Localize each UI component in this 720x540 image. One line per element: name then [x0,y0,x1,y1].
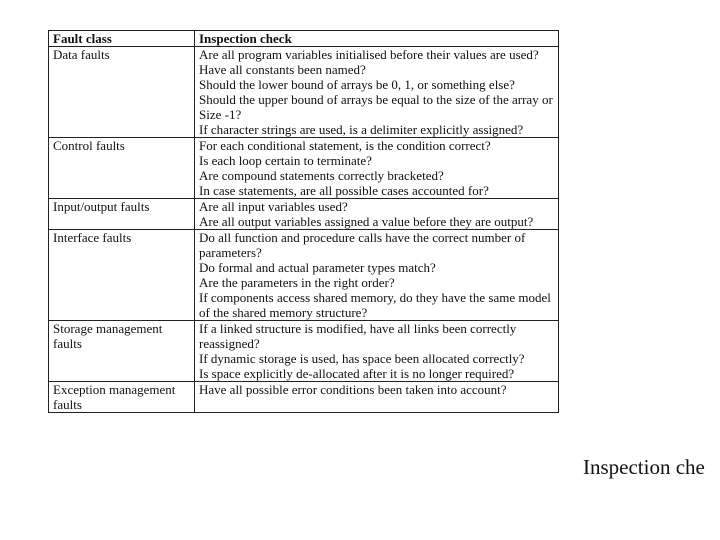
header-fault-class: Fault class [49,31,195,47]
check-item: Are all output variables assigned a value before they are output? [199,214,534,229]
check-item: Are the parameters in the right order? [199,275,395,290]
fault-class-cell: Exception management faults [49,382,195,413]
check-item: If components access shared memory, do they have the same model of the shared memory structure? [199,290,551,320]
fault-class-cell: Data faults [49,47,195,138]
table-row [49,47,559,138]
check-item: If a linked structure is modified, have all links been correctly reassigned? [199,321,517,351]
inspection-check-cell [195,138,559,199]
check-item: Do formal and actual parameter types match? [199,260,436,275]
check-item: Is each loop certain to terminate? [199,153,372,168]
table-row [49,321,559,382]
check-item: Is space explicitly de-allocated after it is no longer required? [199,366,515,381]
table-row [49,382,559,413]
check-item: Are compound statements correctly bracketed? [199,168,444,183]
fault-class-cell: Control faults [49,138,195,199]
table-row [49,138,559,199]
inspection-check-cell [195,199,559,230]
check-item: In case statements, are all possible cases accounted for? [199,183,489,198]
check-item: Should the upper bound of arrays be equal to the size of the array or Size -1? [199,92,553,122]
check-item: Are all program variables initialised before their values are used? [199,47,539,62]
inspection-checklist-table [48,30,559,413]
check-item: Do all function and procedure calls have the correct number of parameters? [199,230,526,260]
table-row [49,230,559,321]
check-item: If character strings are used, is a delimiter explicitly assigned? [199,122,524,137]
inspection-check-cell [195,382,559,413]
fault-class-cell: Storage management faults [49,321,195,382]
inspection-check-cell [195,321,559,382]
fault-class-cell: Interface faults [49,230,195,321]
check-item: Are all input variables used? [199,199,348,214]
slide-caption: Inspection che [583,455,705,479]
table-header-row [49,31,559,47]
check-item: Have all possible error conditions been taken into account? [199,382,507,397]
inspection-check-cell [195,47,559,138]
check-item: Have all constants been named? [199,62,366,77]
header-inspection-check: Inspection check [195,31,559,47]
check-item: Should the lower bound of arrays be 0, 1, or something else? [199,77,515,92]
fault-class-cell: Input/output faults [49,199,195,230]
inspection-check-cell [195,230,559,321]
check-item: If dynamic storage is used, has space been allocated correctly? [199,351,525,366]
check-item: For each conditional statement, is the condition correct? [199,138,491,153]
table-row [49,199,559,230]
